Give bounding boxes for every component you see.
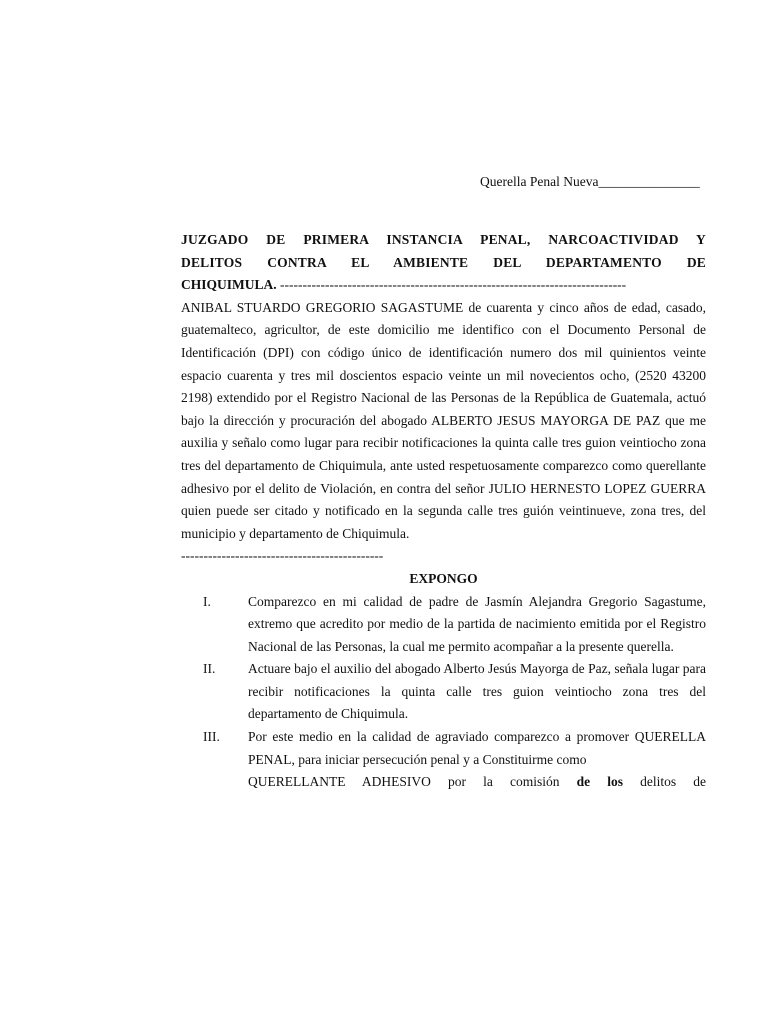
list-item-number: II. [203,661,216,677]
list-item-text: Actuare bajo el auxilio del abogado Alberto Jesús Mayorga de Paz, señala lugar para recibir notificaciones la quinta calle tres guion veintiocho zona tres del departamento de Chiquimula. [248,661,706,722]
court-heading-city: CHIQUIMULA. [181,277,277,293]
list-item-text-bold: de los [576,774,624,790]
court-heading-line-3 [181,274,706,297]
list-item [181,591,706,659]
list-item-text-body: Por este medio en la calidad de agraviado comparezco a promover QUERELLA PENAL, para iniciar persecución penal y a Constituirme como [248,729,706,767]
list-item-number: III. [203,729,220,745]
court-heading-dashes: ----------------------------------------------------------------------------- [276,277,627,293]
document-type-line: Querella Penal Nueva_______________ [480,174,700,189]
list-item [181,658,706,726]
list-item [181,726,706,794]
document-body [181,229,706,794]
section-title-expongo: EXPONGO [409,570,478,586]
list-item-text-pre: QUERELLANTE ADHESIVO por la comisión [248,774,560,790]
list-item-text: Comparezco en mi calidad de padre de Jasmín Alejandra Gregorio Sagastume, extremo que acredito por medio de la partida de nacimiento emitida por el Registro Nacional de las Personas, la cual me permito acompañar a la presente querella. [248,593,706,654]
list-item-number: I. [203,593,211,609]
intro-paragraph: ANIBAL STUARDO GREGORIO SAGASTUME de cuarenta y cinco años de edad, casado, guatemalteco, agricultor, de este domicilio me identifico con el Documento Personal de Identificación (DPI) con código único de identificación numero dos mil quinientos veinte espacio cuarenta y tres mil doscientos espacio veinte un mil novecientos ocho, (2520 43200 2198) extendido por el Registro Nacional de las Personas de la República de Guatemala, actuó bajo la dirección y procuración del abogado ALBERTO JESUS MAYORGA DE PAZ que me auxilia y señalo como lugar para recibir notificaciones la quinta calle tres guion veintiocho zona tres del departamento de Chiquimula, ante usted respetuosamente comparezco como querellante adhesivo por el delito de Violación, en contra del señor JULIO HERNESTO LOPEZ GUERRA quien puede ser citado y notificado en la segunda calle tres guión veintinueve, zona tres, del municipio y departamento de Chiquimula. [181,299,706,541]
court-heading-line-1: JUZGADO DE PRIMERA INSTANCIA PENAL, NARCOACTIVIDAD Y [181,232,706,247]
list-item-text [248,726,706,794]
court-heading-line-2: DELITOS CONTRA EL AMBIENTE DEL DEPARTAMENTO DE [181,254,706,270]
list-item-text-post: delitos de [640,774,707,790]
intro-dash-line: --------------------------------------------- [181,548,384,564]
list-item-text-last-line [248,771,706,794]
